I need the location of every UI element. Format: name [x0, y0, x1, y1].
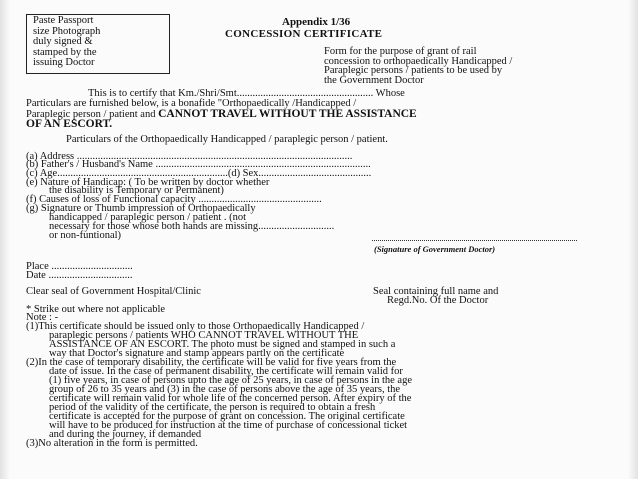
strike-out-note: * Strike out where not applicable — [26, 304, 166, 315]
note-line: (1) five years, in case of persons upto the age of 25 years, in case of persons in the age — [49, 375, 412, 386]
note-label: Note : - — [26, 312, 59, 323]
field-causes: (f) Causes of loss of Functional capacity ............................................... — [26, 194, 322, 205]
hospital-seal-label: Clear seal of Government Hospital/Clinic — [26, 286, 201, 297]
note-line: ASSISTANCE OF AN ESCORT. The photo must be signed and stamped in such a — [49, 339, 396, 350]
certify-line-4: OF AN ESCORT. — [26, 118, 113, 130]
note-line: date of issue. In the case of permanent disability, the certificate will remain valid for — [49, 366, 403, 377]
field-signature-line-2: handicapped / paraplegic person / patient . (not — [49, 212, 247, 223]
photo-box-line: Paste Passport — [33, 15, 94, 26]
purpose-text — [324, 47, 614, 85]
note-line: period of the validity of the certificate, the person is required to obtain a fresh — [49, 402, 376, 413]
photo-box-line: stamped by the — [33, 46, 97, 58]
doctor-seal-label-1: Seal containing full name and — [373, 286, 499, 297]
note-line: certificate will remain valid for whole life of the concerned person. After expiry of the — [49, 393, 412, 404]
photo-box-line: size Photograph — [33, 25, 101, 37]
purpose-line: Paraplegic persons / patients to be used by — [324, 65, 503, 77]
place-field: Place ............................... — [26, 261, 133, 272]
note-line: and during the journey, if demanded — [49, 429, 202, 440]
note-line: (1)This certificate should be issued only to those Orthopaedically Handicapped / — [26, 321, 365, 332]
field-nature-note: the disability is Temporary or Permanent) — [49, 185, 224, 196]
doctor-signature-line — [372, 240, 577, 241]
note-line: will have to be produced for instruction at the time of purchase of concessional ticket — [49, 420, 408, 431]
photo-box-line: duly signed & — [33, 36, 93, 47]
note-line: (2)In the case of temporary disability, the certificate will be valid for five years from the — [26, 357, 397, 368]
right-edge-shadow — [628, 0, 638, 479]
photo-box-line: issuing Doctor — [33, 57, 95, 68]
note-line: paraplegic persons / patients WHO CANNOT TRAVEL WITHOUT THE — [49, 330, 359, 341]
note-line: way that Doctor's signature and stamp appears partly on the certificate — [49, 348, 345, 359]
escort-warning: CANNOT TRAVEL WITHOUT THE ASSISTANCE — [158, 108, 417, 120]
left-edge-shadow — [0, 0, 10, 479]
certificate-title: CONCESSION CERTIFICATE — [225, 28, 383, 40]
field-address: (a) Address ......................................................................................................... — [26, 151, 353, 162]
field-signature-line-3: necessary for those whose both hands are missing............................. — [49, 221, 335, 232]
field-age-sex: (c) Age.................................................................(d) Sex........................................... — [26, 168, 372, 179]
appendix-label: Appendix 1/36 — [282, 16, 351, 28]
note-line: certificate is accepted for the purpose of grant on concession. The original certificate — [49, 411, 405, 422]
doctor-signature-label: (Signature of Government Doctor) — [374, 244, 496, 254]
field-signature-line-1: (g) Signature or Thumb impression of Orthopaedically — [26, 203, 256, 214]
field-nature-of-handicap: (e) Nature of Handicap: ( To be written by doctor whether — [26, 177, 270, 188]
photo-placeholder-box — [26, 14, 170, 74]
doctor-seal-label-2: Regd.No. Of the Doctor — [387, 295, 489, 306]
field-father-name: (b) Father's / Husband's Name .................................................................................. — [26, 159, 371, 170]
particulars-heading: Particulars of the Orthopaedically Handicapped / paraplegic person / patient. — [66, 134, 388, 145]
date-field: Date ................................ — [26, 270, 133, 281]
purpose-line: the Government Doctor — [324, 74, 424, 86]
note-line: group of 26 to 35 years and (3) in the case of persons above the age of 35 years, the — [49, 384, 401, 395]
field-signature-line-4: or non-funtional) — [49, 230, 122, 241]
certify-line-2: Particulars are furnished below, is a bonafide "Orthopaedically /Handicapped / — [26, 98, 357, 109]
purpose-line: concession to orthopaedically Handicapped / — [324, 55, 513, 67]
note-line: (3)No alteration in the form is permitted. — [26, 438, 198, 449]
certify-line-3a: Paraplegic person / patient and — [26, 109, 156, 120]
certify-line-1: This is to certify that Km./Shri/Smt.................................................... Whose — [88, 88, 405, 99]
purpose-line: Form for the purpose of grant of rail — [324, 46, 477, 57]
